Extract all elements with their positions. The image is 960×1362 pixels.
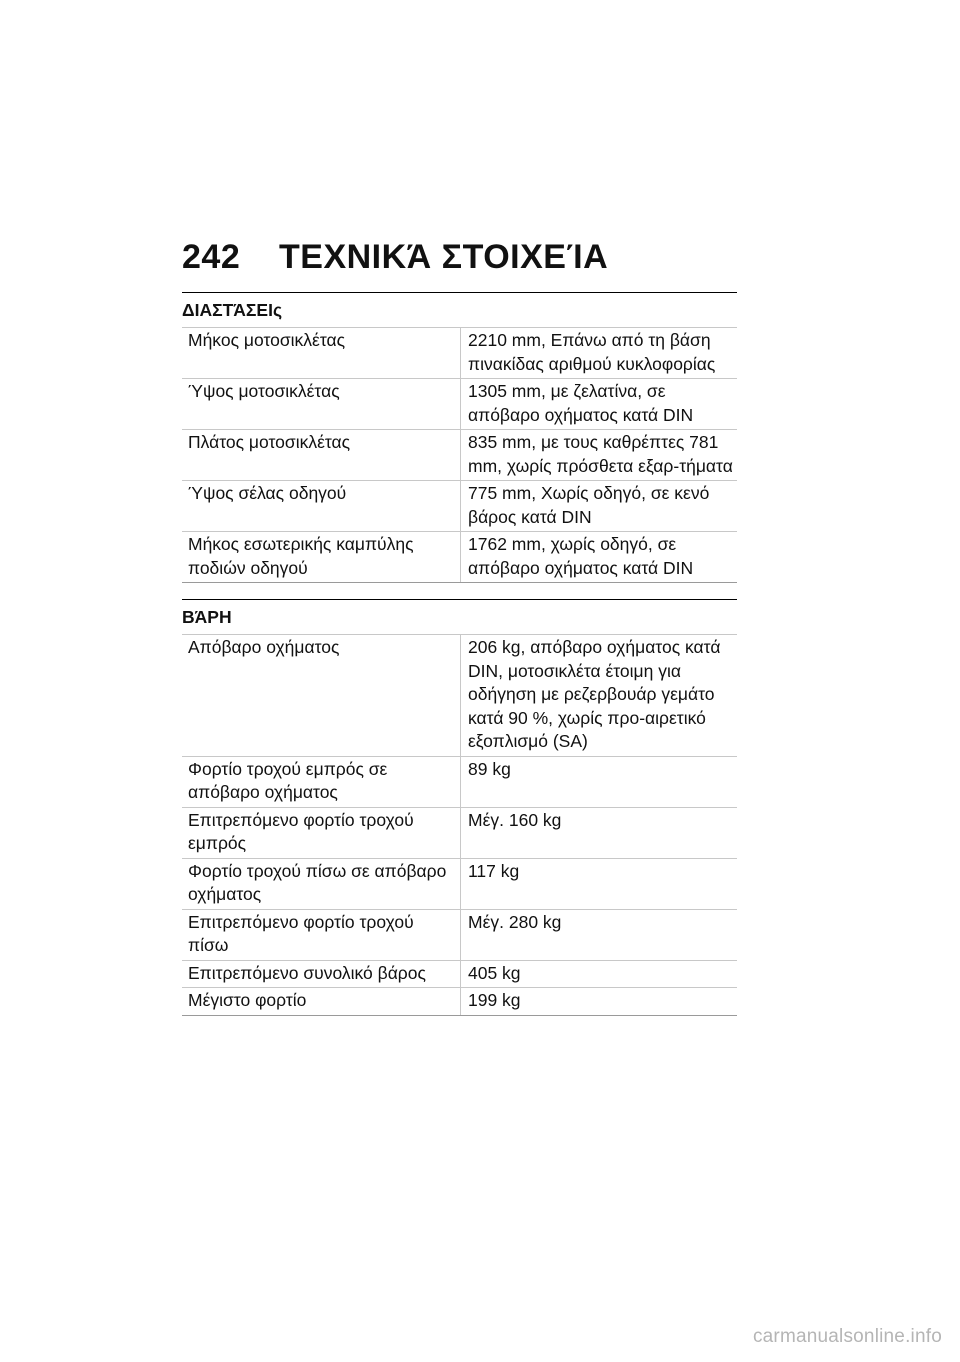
spec-label: Μέγιστο φορτίο	[182, 988, 461, 1016]
spec-label: Ύψος σέλας οδηγού	[182, 481, 461, 532]
spec-value: 1762 mm, χωρίς οδηγό, σε απόβαρο οχήματος κατά DIN	[461, 532, 738, 583]
spec-label: Μήκος εσωτερικής καμπύλης ποδιών οδηγού	[182, 532, 461, 583]
page-title: ΤΕΧΝΙΚΆ ΣΤΟΙΧΕΊΑ	[279, 238, 609, 276]
spec-label: Επιτρεπόμενο συνολικό βάρος	[182, 960, 461, 988]
spec-label: Επιτρεπόμενο φορτίο τροχού εμπρός	[182, 807, 461, 858]
spec-label: Φορτίο τροχού πίσω σε απόβαρο οχήματος	[182, 858, 461, 909]
weights-table	[182, 634, 737, 1016]
table-row	[182, 960, 737, 988]
spec-label: Ύψος μοτοσικλέτας	[182, 379, 461, 430]
table-row	[182, 858, 737, 909]
page-number: 242	[182, 238, 241, 276]
table-row	[182, 909, 737, 960]
spec-value: 117 kg	[461, 858, 738, 909]
spec-label: Φορτίο τροχού εμπρός σε απόβαρο οχήματος	[182, 756, 461, 807]
table-row	[182, 756, 737, 807]
spec-value: 199 kg	[461, 988, 738, 1016]
table-row	[182, 988, 737, 1016]
spec-value: 89 kg	[461, 756, 738, 807]
manual-page	[182, 238, 737, 1016]
spec-value: Μέγ. 160 kg	[461, 807, 738, 858]
spec-label: Πλάτος μοτοσικλέτας	[182, 430, 461, 481]
spec-label: Απόβαρο οχήματος	[182, 635, 461, 757]
spec-value: 775 mm, Χωρίς οδηγό, σε κενό βάρος κατά DIN	[461, 481, 738, 532]
table-row	[182, 379, 737, 430]
table-row	[182, 635, 737, 757]
spec-value: 835 mm, με τους καθρέπτες 781 mm, χωρίς πρόσθετα εξαρ-τήματα	[461, 430, 738, 481]
spec-label: Μήκος μοτοσικλέτας	[182, 328, 461, 379]
watermark: carmanualsonline.info	[752, 1326, 942, 1347]
spec-label: Επιτρεπόμενο φορτίο τροχού πίσω	[182, 909, 461, 960]
table-row	[182, 481, 737, 532]
table-row	[182, 328, 737, 379]
section-weights	[182, 599, 737, 1016]
table-row	[182, 532, 737, 583]
section-dimensions	[182, 292, 737, 583]
table-row	[182, 430, 737, 481]
page-header	[182, 238, 737, 292]
spec-value: Μέγ. 280 kg	[461, 909, 738, 960]
spec-value: 206 kg, απόβαρο οχήματος κατά DIN, μοτοσικλέτα έτοιμη για οδήγηση με ρεζερβουάρ γεμάτο κατά 90 %, χωρίς προ-αιρετικό εξοπλισμό (SA)	[461, 635, 738, 757]
spec-value: 405 kg	[461, 960, 738, 988]
dimensions-table	[182, 327, 737, 583]
spec-value: 2210 mm, Επάνω από τη βάση πινακίδας αριθμού κυκλοφορίας	[461, 328, 738, 379]
spec-value: 1305 mm, με ζελατίνα, σε απόβαρο οχήματος κατά DIN	[461, 379, 738, 430]
table-row	[182, 807, 737, 858]
section-title-dimensions: ΔΙΑΣΤΆΣΕΙς	[182, 300, 283, 320]
section-title-weights: ΒΆΡΗ	[182, 607, 232, 627]
